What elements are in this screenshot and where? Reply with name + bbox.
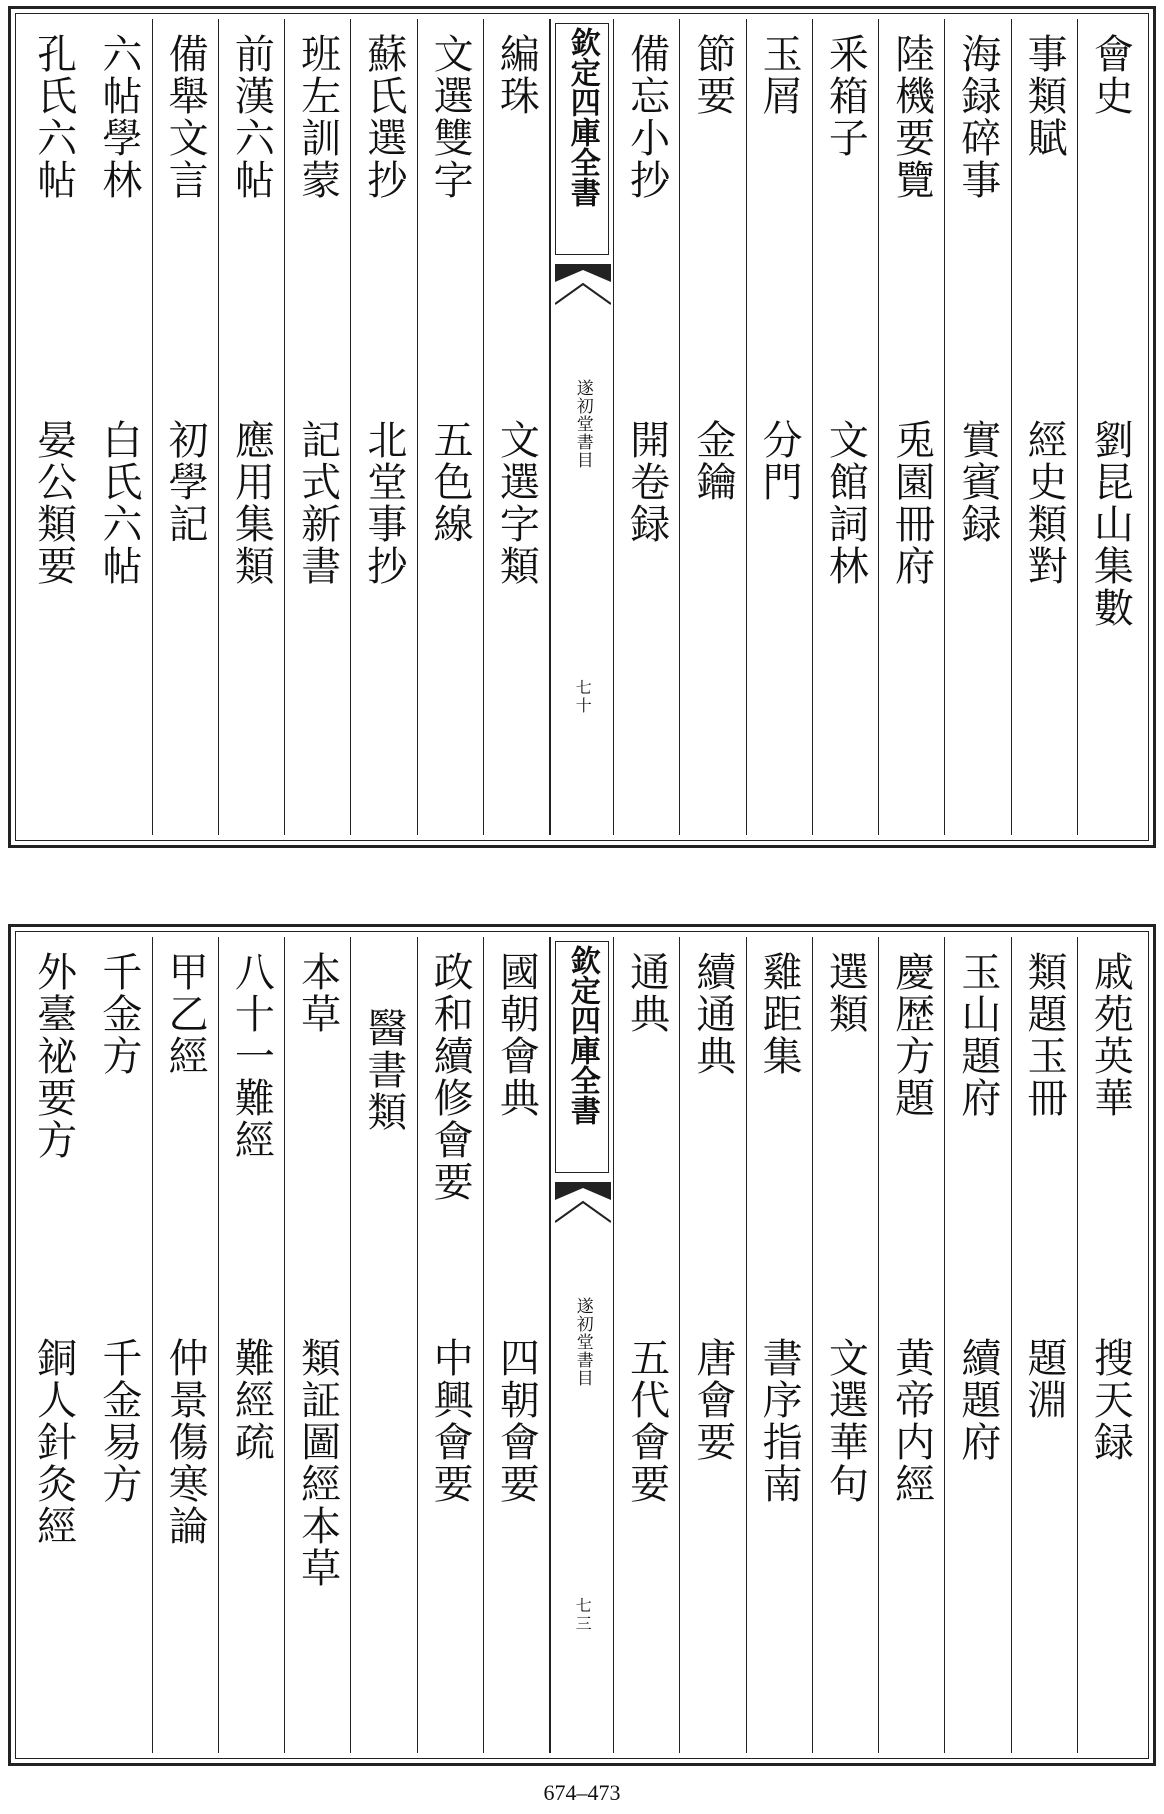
fish-tail-mark-icon <box>555 264 611 324</box>
bottom-page <box>8 924 1156 1766</box>
entry-title: 玉屑 <box>756 33 803 117</box>
column <box>21 19 86 835</box>
entry-title: 文選字類 <box>493 419 540 587</box>
entry-title: 雞距集 <box>756 951 803 1077</box>
entry-title: 編珠 <box>493 33 540 117</box>
entry-title: 書序指南 <box>756 1337 803 1505</box>
column <box>680 19 746 835</box>
column <box>680 937 746 1753</box>
entry-title: 千金易方 <box>95 1337 142 1505</box>
entry-title: 慶歴方題 <box>888 951 935 1119</box>
column <box>614 19 680 835</box>
bottom-columns <box>21 937 1143 1753</box>
entry-title: 劉昆山集數 <box>1087 419 1134 629</box>
entry-title: 白氏六帖 <box>95 419 142 587</box>
entry-title: 開卷録 <box>623 419 670 545</box>
entry-title: 政和續修會要 <box>427 951 474 1203</box>
entry-title: 玉山題府 <box>954 951 1001 1119</box>
entry-title: 外臺祕要方 <box>30 951 77 1161</box>
column <box>813 19 879 835</box>
entry-title: 文館詞林 <box>822 419 869 587</box>
entry-title: 選類 <box>822 951 869 1035</box>
column <box>351 937 417 1753</box>
fish-tail-mark-icon <box>555 1182 611 1242</box>
entry-title: 文選華句 <box>822 1337 869 1505</box>
column <box>21 937 86 1753</box>
entry-title: 通典 <box>623 951 670 1035</box>
entry-title: 兎園冊府 <box>888 419 935 587</box>
column <box>86 19 152 835</box>
entry-title: 備舉文言 <box>162 33 209 201</box>
center-fold <box>550 19 614 835</box>
entry-title: 唐會要 <box>689 1337 736 1463</box>
entry-title: 記式新書 <box>294 419 341 587</box>
entry-title: 難經疏 <box>228 1337 275 1463</box>
column <box>219 19 285 835</box>
column <box>86 937 152 1753</box>
entry-title: 分門 <box>756 419 803 503</box>
entry-title: 國朝會典 <box>493 951 540 1119</box>
entry-title: 八十一難經 <box>228 951 275 1161</box>
column <box>813 937 879 1753</box>
entry-title: 晏公類要 <box>30 419 77 587</box>
section-heading: 醫書類 <box>360 1007 407 1133</box>
column <box>747 937 813 1753</box>
entry-title: 戚苑英華 <box>1087 951 1134 1119</box>
entry-title: 備忘小抄 <box>623 33 670 201</box>
entry-title: 海録碎事 <box>954 33 1001 201</box>
column <box>484 937 550 1753</box>
column <box>418 937 484 1753</box>
entry-title: 仲景傷寒論 <box>162 1337 209 1547</box>
column <box>879 937 945 1753</box>
top-page <box>8 6 1156 848</box>
catalog-name: 遂初堂書目 <box>572 1297 593 1387</box>
page-identifier: 674–473 <box>543 1780 621 1805</box>
entry-title: 北堂事抄 <box>360 419 407 587</box>
entry-title: 班左訓蒙 <box>294 33 341 201</box>
column <box>219 937 285 1753</box>
entry-title: 四朝會要 <box>493 1337 540 1505</box>
entry-title: 續通典 <box>689 951 736 1077</box>
entry-title: 搜天録 <box>1087 1337 1134 1463</box>
entry-title: 千金方 <box>95 951 142 1077</box>
entry-title: 陸機要覽 <box>888 33 935 201</box>
entry-title: 會史 <box>1087 33 1134 117</box>
column <box>1078 19 1143 835</box>
column <box>285 937 351 1753</box>
entry-title: 黄帝内經 <box>888 1337 935 1505</box>
column <box>945 19 1011 835</box>
entry-title: 蘇氏選抄 <box>360 33 407 201</box>
entry-title: 本草 <box>294 951 341 1035</box>
entry-title: 續題府 <box>954 1337 1001 1463</box>
entry-title: 文選雙字 <box>427 33 474 201</box>
column <box>285 19 351 835</box>
entry-title: 釆箱子 <box>822 33 869 159</box>
entry-title: 五色線 <box>427 419 474 545</box>
entry-title: 金鑰 <box>689 419 736 503</box>
column <box>945 937 1011 1753</box>
entry-title: 六帖學林 <box>95 33 142 201</box>
entry-title: 類証圖經本草 <box>294 1337 341 1589</box>
entry-title: 初學記 <box>162 419 209 545</box>
collection-title: 欽定四庫全書 <box>564 27 600 207</box>
column <box>1078 937 1143 1753</box>
column <box>1012 19 1078 835</box>
column <box>153 19 219 835</box>
entry-title: 應用集類 <box>228 419 275 587</box>
page-number: 七十 <box>573 679 593 715</box>
column <box>614 937 680 1753</box>
entry-title: 前漢六帖 <box>228 33 275 201</box>
entry-title: 孔氏六帖 <box>30 33 77 201</box>
column <box>153 937 219 1753</box>
page-number: 七三 <box>573 1597 593 1633</box>
column <box>747 19 813 835</box>
entry-title: 題淵 <box>1021 1337 1068 1421</box>
column <box>879 19 945 835</box>
entry-title: 甲乙經 <box>162 951 209 1077</box>
entry-title: 五代會要 <box>623 1337 670 1505</box>
center-fold <box>550 937 614 1753</box>
catalog-name: 遂初堂書目 <box>572 379 593 469</box>
top-columns <box>21 19 1143 835</box>
column <box>484 19 550 835</box>
column <box>1012 937 1078 1753</box>
entry-title: 經史類對 <box>1021 419 1068 587</box>
collection-title: 欽定四庫全書 <box>564 945 600 1125</box>
entry-title: 中興會要 <box>427 1337 474 1505</box>
entry-title: 實賓録 <box>954 419 1001 545</box>
entry-title: 事類賦 <box>1021 33 1068 159</box>
column <box>351 19 417 835</box>
entry-title: 節要 <box>689 33 736 117</box>
entry-title: 類題玉冊 <box>1021 951 1068 1119</box>
column <box>418 19 484 835</box>
entry-title: 銅人針灸經 <box>30 1337 77 1547</box>
